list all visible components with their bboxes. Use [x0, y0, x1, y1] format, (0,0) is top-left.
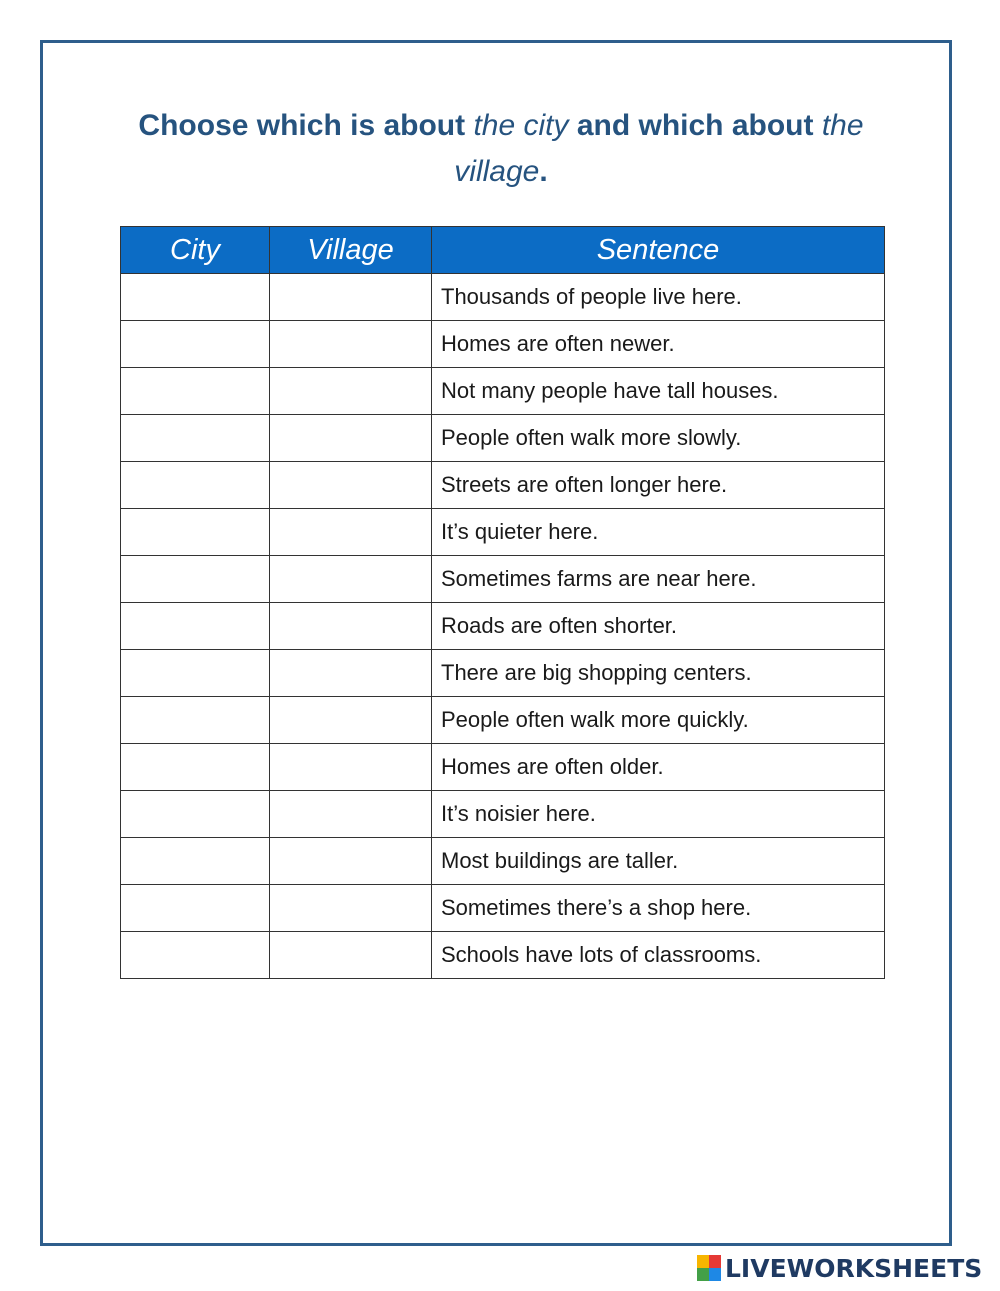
- city-answer-cell[interactable]: [121, 697, 270, 744]
- village-answer-cell[interactable]: [270, 603, 432, 650]
- village-answer-cell[interactable]: [270, 415, 432, 462]
- table-header-row: [121, 227, 885, 274]
- village-answer-cell[interactable]: [270, 838, 432, 885]
- city-answer-cell[interactable]: [121, 932, 270, 979]
- sentence-cell: Sometimes farms are near here.: [432, 556, 885, 603]
- sentence-cell: It’s noisier here.: [432, 791, 885, 838]
- city-answer-cell[interactable]: [121, 509, 270, 556]
- page-frame: [40, 40, 952, 1246]
- sentence-cell: People often walk more slowly.: [432, 415, 885, 462]
- city-answer-cell[interactable]: [121, 556, 270, 603]
- table-row: [121, 274, 885, 321]
- city-answer-cell[interactable]: [121, 321, 270, 368]
- village-answer-cell[interactable]: [270, 697, 432, 744]
- table-row: [121, 885, 885, 932]
- table-row: [121, 838, 885, 885]
- table-row: [121, 697, 885, 744]
- table-row: [121, 650, 885, 697]
- village-answer-cell[interactable]: [270, 321, 432, 368]
- sentence-cell: Most buildings are taller.: [432, 838, 885, 885]
- sentence-cell: Sometimes there’s a shop here.: [432, 885, 885, 932]
- city-answer-cell[interactable]: [121, 885, 270, 932]
- table-row: [121, 368, 885, 415]
- table-row: [121, 509, 885, 556]
- village-answer-cell[interactable]: [270, 650, 432, 697]
- table-row: [121, 321, 885, 368]
- village-answer-cell[interactable]: [270, 462, 432, 509]
- header-sentence: Sentence: [432, 227, 885, 274]
- sentence-cell: Schools have lots of classrooms.: [432, 932, 885, 979]
- city-answer-cell[interactable]: [121, 791, 270, 838]
- sentence-cell: Homes are often older.: [432, 744, 885, 791]
- village-answer-cell[interactable]: [270, 932, 432, 979]
- table-row: [121, 462, 885, 509]
- header-city: City: [121, 227, 270, 274]
- city-answer-cell[interactable]: [121, 274, 270, 321]
- city-answer-cell[interactable]: [121, 838, 270, 885]
- sentence-cell: People often walk more quickly.: [432, 697, 885, 744]
- city-answer-cell[interactable]: [121, 650, 270, 697]
- title-city-emphasis: the city: [473, 109, 569, 142]
- table-row: [121, 932, 885, 979]
- village-answer-cell[interactable]: [270, 368, 432, 415]
- city-answer-cell[interactable]: [121, 368, 270, 415]
- title-part-1: Choose which is about: [138, 109, 474, 142]
- table-row: [121, 744, 885, 791]
- sentence-cell: Not many people have tall houses.: [432, 368, 885, 415]
- sentence-cell: Roads are often shorter.: [432, 603, 885, 650]
- title-part-3: and which about: [568, 109, 822, 142]
- village-answer-cell[interactable]: [270, 885, 432, 932]
- village-answer-cell[interactable]: [270, 509, 432, 556]
- sentence-cell: Thousands of people live here.: [432, 274, 885, 321]
- title-village-emphasis: the village: [454, 109, 864, 188]
- brand-text: LIVEWORKSHEETS: [725, 1253, 983, 1283]
- village-answer-cell[interactable]: [270, 274, 432, 321]
- city-answer-cell[interactable]: [121, 415, 270, 462]
- city-answer-cell[interactable]: [121, 744, 270, 791]
- village-answer-cell[interactable]: [270, 791, 432, 838]
- brand-watermark[interactable]: [697, 1253, 982, 1283]
- table-body: [121, 274, 885, 979]
- liveworksheets-logo-icon: [697, 1255, 721, 1281]
- page-title: [121, 103, 881, 195]
- header-village: Village: [270, 227, 432, 274]
- table-row: [121, 791, 885, 838]
- village-answer-cell[interactable]: [270, 556, 432, 603]
- sentence-cell: There are big shopping centers.: [432, 650, 885, 697]
- title-period: .: [539, 155, 548, 188]
- sentence-cell: It’s quieter here.: [432, 509, 885, 556]
- worksheet-table: [120, 226, 885, 979]
- sentence-cell: Homes are often newer.: [432, 321, 885, 368]
- sentence-cell: Streets are often longer here.: [432, 462, 885, 509]
- table-row: [121, 415, 885, 462]
- table-row: [121, 556, 885, 603]
- village-answer-cell[interactable]: [270, 744, 432, 791]
- city-answer-cell[interactable]: [121, 603, 270, 650]
- city-answer-cell[interactable]: [121, 462, 270, 509]
- table-row: [121, 603, 885, 650]
